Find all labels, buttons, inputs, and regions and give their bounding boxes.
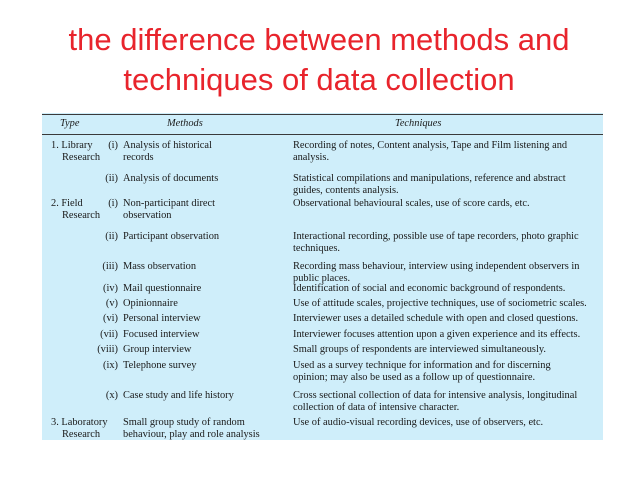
method-number: (vii) <box>100 329 118 340</box>
method-cell: records <box>123 152 154 164</box>
type-cell: 2. Field <box>51 198 83 209</box>
method-cell: Case study and life history <box>123 390 234 401</box>
technique-cell: Statistical compilations and manipulations, reference and abstract <box>293 173 566 184</box>
method-number: (i) <box>108 140 118 151</box>
header-techniques: Techniques <box>395 118 442 129</box>
methods-techniques-table <box>42 113 603 440</box>
method-number: (i) <box>108 198 118 209</box>
method-number: (ix) <box>102 360 118 371</box>
header-type: Type <box>60 118 80 129</box>
technique-cell: Recording mass behaviour, interview using independent observers in <box>293 261 580 272</box>
table-top-rule <box>42 114 603 115</box>
technique-cell: opinion; may also be used as a follow up of questionnaire. <box>293 372 536 384</box>
type-cell: 1. Library <box>51 140 93 151</box>
method-number: (iv) <box>102 283 118 294</box>
method-cell: Mail questionnaire <box>123 283 202 294</box>
technique-cell: Cross sectional collection of data for intensive analysis, longitudinal <box>293 390 578 401</box>
title-line-1: the difference between methods and <box>68 22 570 57</box>
type-cell: Research <box>62 210 101 222</box>
technique-cell: Identification of social and economic background of respondents. <box>293 283 566 294</box>
technique-cell: collection of data of intensive character. <box>293 402 460 414</box>
method-cell: observation <box>123 210 172 222</box>
method-cell: Non-participant direct <box>123 198 216 209</box>
technique-cell: Use of attitude scales, projective techniques, use of sociometric scales. <box>293 298 587 309</box>
technique-cell: analysis. <box>293 152 330 164</box>
technique-cell: Interviewer uses a detailed schedule with open and closed questions. <box>293 313 579 324</box>
method-cell: Participant observation <box>123 231 220 242</box>
technique-cell: public places. <box>293 273 351 285</box>
method-number: (vi) <box>102 313 118 324</box>
method-number: (viii) <box>97 344 118 355</box>
header-rule <box>42 134 603 135</box>
method-cell: Telephone survey <box>123 360 197 371</box>
method-number: (x) <box>105 390 118 401</box>
technique-cell: Small groups of respondents are interviewed simultaneously. <box>293 344 546 355</box>
type-cell: 3. Laboratory <box>51 417 108 428</box>
method-number: (iii) <box>102 261 118 272</box>
method-cell: behaviour, play and role analysis <box>123 429 260 440</box>
technique-cell: guides, contents analysis. <box>293 185 399 197</box>
method-cell: Small group study of random <box>123 417 245 428</box>
method-number: (ii) <box>105 173 118 184</box>
method-cell: Group interview <box>123 344 192 355</box>
header-methods: Methods <box>167 118 203 129</box>
method-cell: Opinionnaire <box>123 298 178 309</box>
slide-title <box>0 20 638 100</box>
title-line-2: techniques of data collection <box>123 62 515 97</box>
method-number: (ii) <box>105 231 118 242</box>
type-cell: Research <box>62 429 101 440</box>
type-cell: Research <box>62 152 101 164</box>
technique-cell: Use of audio-visual recording devices, use of observers, etc. <box>293 417 544 428</box>
method-cell: Personal interview <box>123 313 201 324</box>
technique-cell: Interviewer focuses attention upon a given experience and its effects. <box>293 329 581 340</box>
method-cell: Focused interview <box>123 329 200 340</box>
technique-cell: techniques. <box>293 243 341 255</box>
method-cell: Analysis of documents <box>123 173 219 184</box>
technique-cell: Used as a survey technique for information and for discerning <box>293 360 551 371</box>
method-cell: Mass observation <box>123 261 197 272</box>
technique-cell: Recording of notes, Content analysis, Tape and Film listening and <box>293 140 568 151</box>
technique-cell: Observational behavioural scales, use of score cards, etc. <box>293 198 530 209</box>
method-cell: Analysis of historical <box>123 140 212 151</box>
method-number: (v) <box>105 298 118 309</box>
technique-cell: Interactional recording, possible use of tape recorders, photo graphic <box>293 231 579 242</box>
